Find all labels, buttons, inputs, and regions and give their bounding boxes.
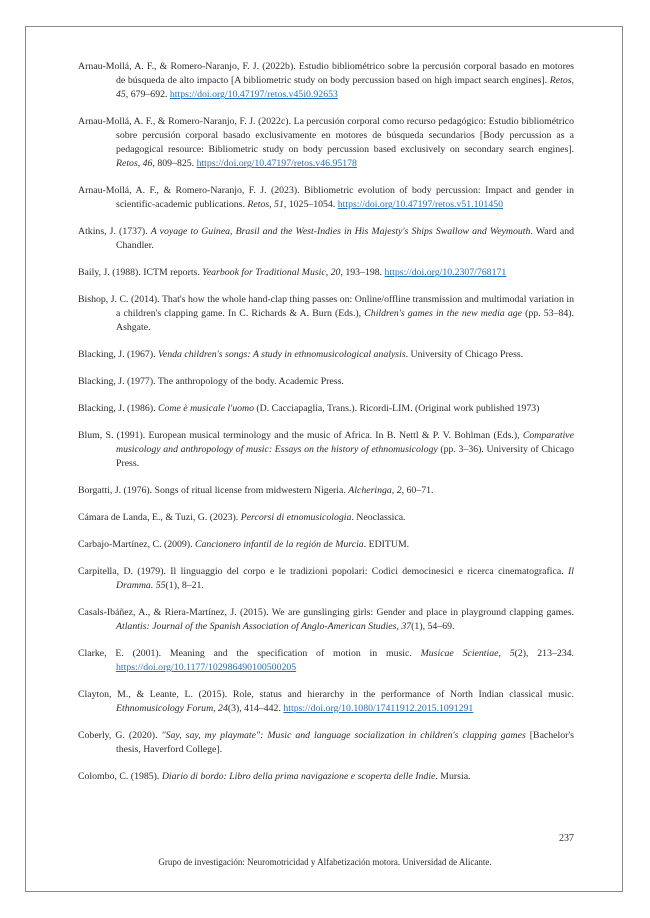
reference-entry — [78, 729, 574, 757]
reference-text: Blacking, J. (1986). — [78, 402, 158, 414]
reference-italic-title: Diario di bordo: Libro della prima navigazione e scoperta delle Indie — [161, 770, 436, 782]
reference-text: (3), 414–442. — [227, 702, 284, 714]
reference-text: Atkins, J. (1737). — [78, 226, 151, 238]
reference-entry — [78, 184, 574, 212]
reference-text: Carbajo-Martínez, C. (2009). — [78, 538, 195, 550]
reference-entry — [78, 647, 574, 675]
doi-link[interactable]: https://doi.org/10.1177/102986490100500205 — [116, 661, 297, 673]
reference-text: . Mursia. — [435, 770, 471, 782]
reference-entry — [78, 348, 574, 362]
reference-italic-title: Yearbook for Traditional Music, 20 — [202, 267, 341, 279]
reference-text: (1), 54–69. — [411, 620, 455, 632]
page-number: 237 — [559, 833, 574, 844]
reference-text: (2), 213–234. — [514, 647, 575, 659]
reference-text: (pp. 3–36). University of Chicago Press. — [116, 443, 574, 470]
reference-entry — [78, 770, 574, 784]
reference-text: . EDITUM. — [363, 538, 410, 550]
reference-text: Colombo, C. (1985). — [78, 770, 162, 782]
doi-link[interactable]: https://doi.org/10.2307/768171 — [384, 267, 507, 279]
reference-text: Blacking, J. (1967). — [78, 349, 158, 361]
reference-text: (D. Cacciapaglia, Trans.). Ricordi-LIM. (Original work published 1973) — [253, 402, 540, 414]
reference-text: Baily, J. (1988). ICTM reports. — [78, 267, 203, 279]
reference-text: , 1025–1054. — [283, 199, 338, 211]
reference-text: , 679–692. — [125, 89, 170, 101]
reference-italic-title: Percorsi di etnomusicologia — [240, 511, 352, 523]
doi-link[interactable]: https://doi.org/10.1080/17411912.2015.1091291 — [283, 702, 474, 714]
reference-italic-title: Venda children's songs: A study in ethnomusicological analysis — [158, 349, 406, 361]
reference-entry — [78, 429, 574, 471]
reference-text: Blum, S. (1991). European musical terminology and the music of Africa. In B. Nettl & P. V. Bohlman (Eds.), — [78, 429, 523, 441]
reference-italic-title: A voyage to Guinea, Brasil and the West-Indies in His Majesty's Ships Swallow and Weymouth — [150, 226, 531, 238]
reference-text: Blacking, J. (1977). The anthropology of the body. Academic Press. — [78, 376, 344, 388]
reference-text: , 193–198. — [340, 267, 385, 279]
reference-italic-title: "Say, say, my playmate": Music and language socialization in children's clapping games — [161, 729, 526, 741]
reference-text: Cámara de Landa, E., & Tuzi, G. (2023). — [78, 511, 241, 523]
reference-text: Arnau-Mollá, A. F., & Romero-Naranjo, F. J. (2022c). La percusión corporal como recurso pedagógico: Estudio bibliométrico sobre percusión corporal basado exclusivamente en motores de búsqueda secundarios [Body percussion as a pedagogical resource: Bibliometric study on body percussion based exclusively on secondary search engines]. — [78, 116, 574, 156]
reference-text: . University of Chicago Press. — [405, 349, 524, 361]
doi-link[interactable]: https://doi.org/10.47197/retos.v46.95178 — [196, 158, 357, 170]
reference-text: Carpitella, D. (1979). Il linguaggio del corpo e le tradizioni popolari: Codici democinesici e ricerca cinematografica. — [78, 565, 569, 577]
reference-entry — [78, 60, 574, 102]
reference-italic-title: Ethnomusicology Forum, 24 — [116, 702, 228, 714]
reference-entry — [78, 225, 574, 253]
doi-link[interactable]: https://doi.org/10.47197/retos.v45i0.92653 — [169, 89, 338, 101]
reference-text: . Neoclassica. — [351, 511, 406, 523]
reference-entry — [78, 606, 574, 634]
reference-italic-title: Musicae Scientiae, 5 — [420, 647, 515, 659]
reference-text: Arnau-Mollá, A. F., & Romero-Naranjo, F. J. (2022b). Estudio bibliométrico sobre la percusión corporal basado en motores de búsqueda de alto impacto [A bibliometric study on body percussion based on high impact search engines]. — [78, 61, 574, 87]
reference-text: , 809–825. — [152, 158, 197, 170]
reference-text: (1), 8–21. — [165, 579, 204, 591]
reference-text: Clarke, E. (2001). Meaning and the specification of motion in music. — [78, 647, 421, 659]
reference-italic-title: Retos, 51 — [247, 199, 284, 211]
reference-italic-title: Retos, 46 — [116, 158, 153, 170]
reference-text: Casals-Ibáñez, A., & Riera-Martínez, J. (2015). We are gunslinging girls: Gender and place in playground clapping games. — [78, 606, 574, 618]
reference-text: . Ward and Chandler. — [116, 226, 574, 252]
reference-italic-title: Alcheringa, 2 — [348, 484, 402, 496]
reference-text: Borgatti, J. (1976). Songs of ritual license from midwestern Nigeria. — [78, 484, 349, 496]
reference-text: Coberly, G. (2020). — [78, 729, 162, 741]
reference-italic-title: Children's games in the new media age — [364, 308, 522, 320]
reference-text: (pp. 53–84). Ashgate. — [116, 308, 574, 334]
page-footer: Grupo de investigación: Neuromotricidad y Alfabetización motora. Universidad de Alicante. — [158, 857, 492, 867]
reference-entry — [78, 484, 574, 498]
reference-entry — [78, 511, 574, 525]
reference-text: , 60–71. — [401, 484, 434, 496]
reference-text: Bishop, J. C. (2014). That's how the whole hand-clap thing passes on: Online/offline transmission and multimodal variation in a children's clapping game. In C. Richards & A. Burn (Eds.), — [78, 294, 574, 320]
reference-list — [78, 60, 574, 796]
reference-entry — [78, 538, 574, 552]
reference-entry — [78, 293, 574, 335]
reference-text: Arnau-Mollá, A. F., & Romero-Naranjo, F. J. (2023). Bibliometric evolution of body percussion: Impact and gender in scientific-academic publications. — [78, 185, 574, 211]
reference-entry — [78, 266, 574, 280]
reference-text: Clayton, M., & Leante, L. (2015). Role, status and hierarchy in the performance of North Indian classical music. — [78, 688, 574, 700]
reference-italic-title: Retos, 45 — [116, 75, 574, 101]
reference-text: [Bachelor's thesis, Haverford College]. — [116, 729, 574, 755]
reference-italic-title: Cancionero infantil de la región de Murcia — [194, 538, 364, 550]
reference-entry — [78, 375, 574, 389]
reference-italic-title: Come è musicale l'uomo — [158, 402, 254, 414]
reference-entry — [78, 565, 574, 593]
reference-entry — [78, 402, 574, 416]
reference-entry — [78, 115, 574, 171]
reference-italic-title: Atlantis: Journal of the Spanish Association of Anglo-American Studies, 37 — [116, 620, 412, 632]
doi-link[interactable]: https://doi.org/10.47197/retos.v51.101450 — [337, 199, 504, 211]
reference-entry — [78, 688, 574, 716]
reference-italic-title: Comparative musicology and anthropology of music: Essays on the history of ethnomusicology — [116, 429, 574, 455]
reference-italic-title: Il Dramma. 55 — [116, 565, 574, 591]
